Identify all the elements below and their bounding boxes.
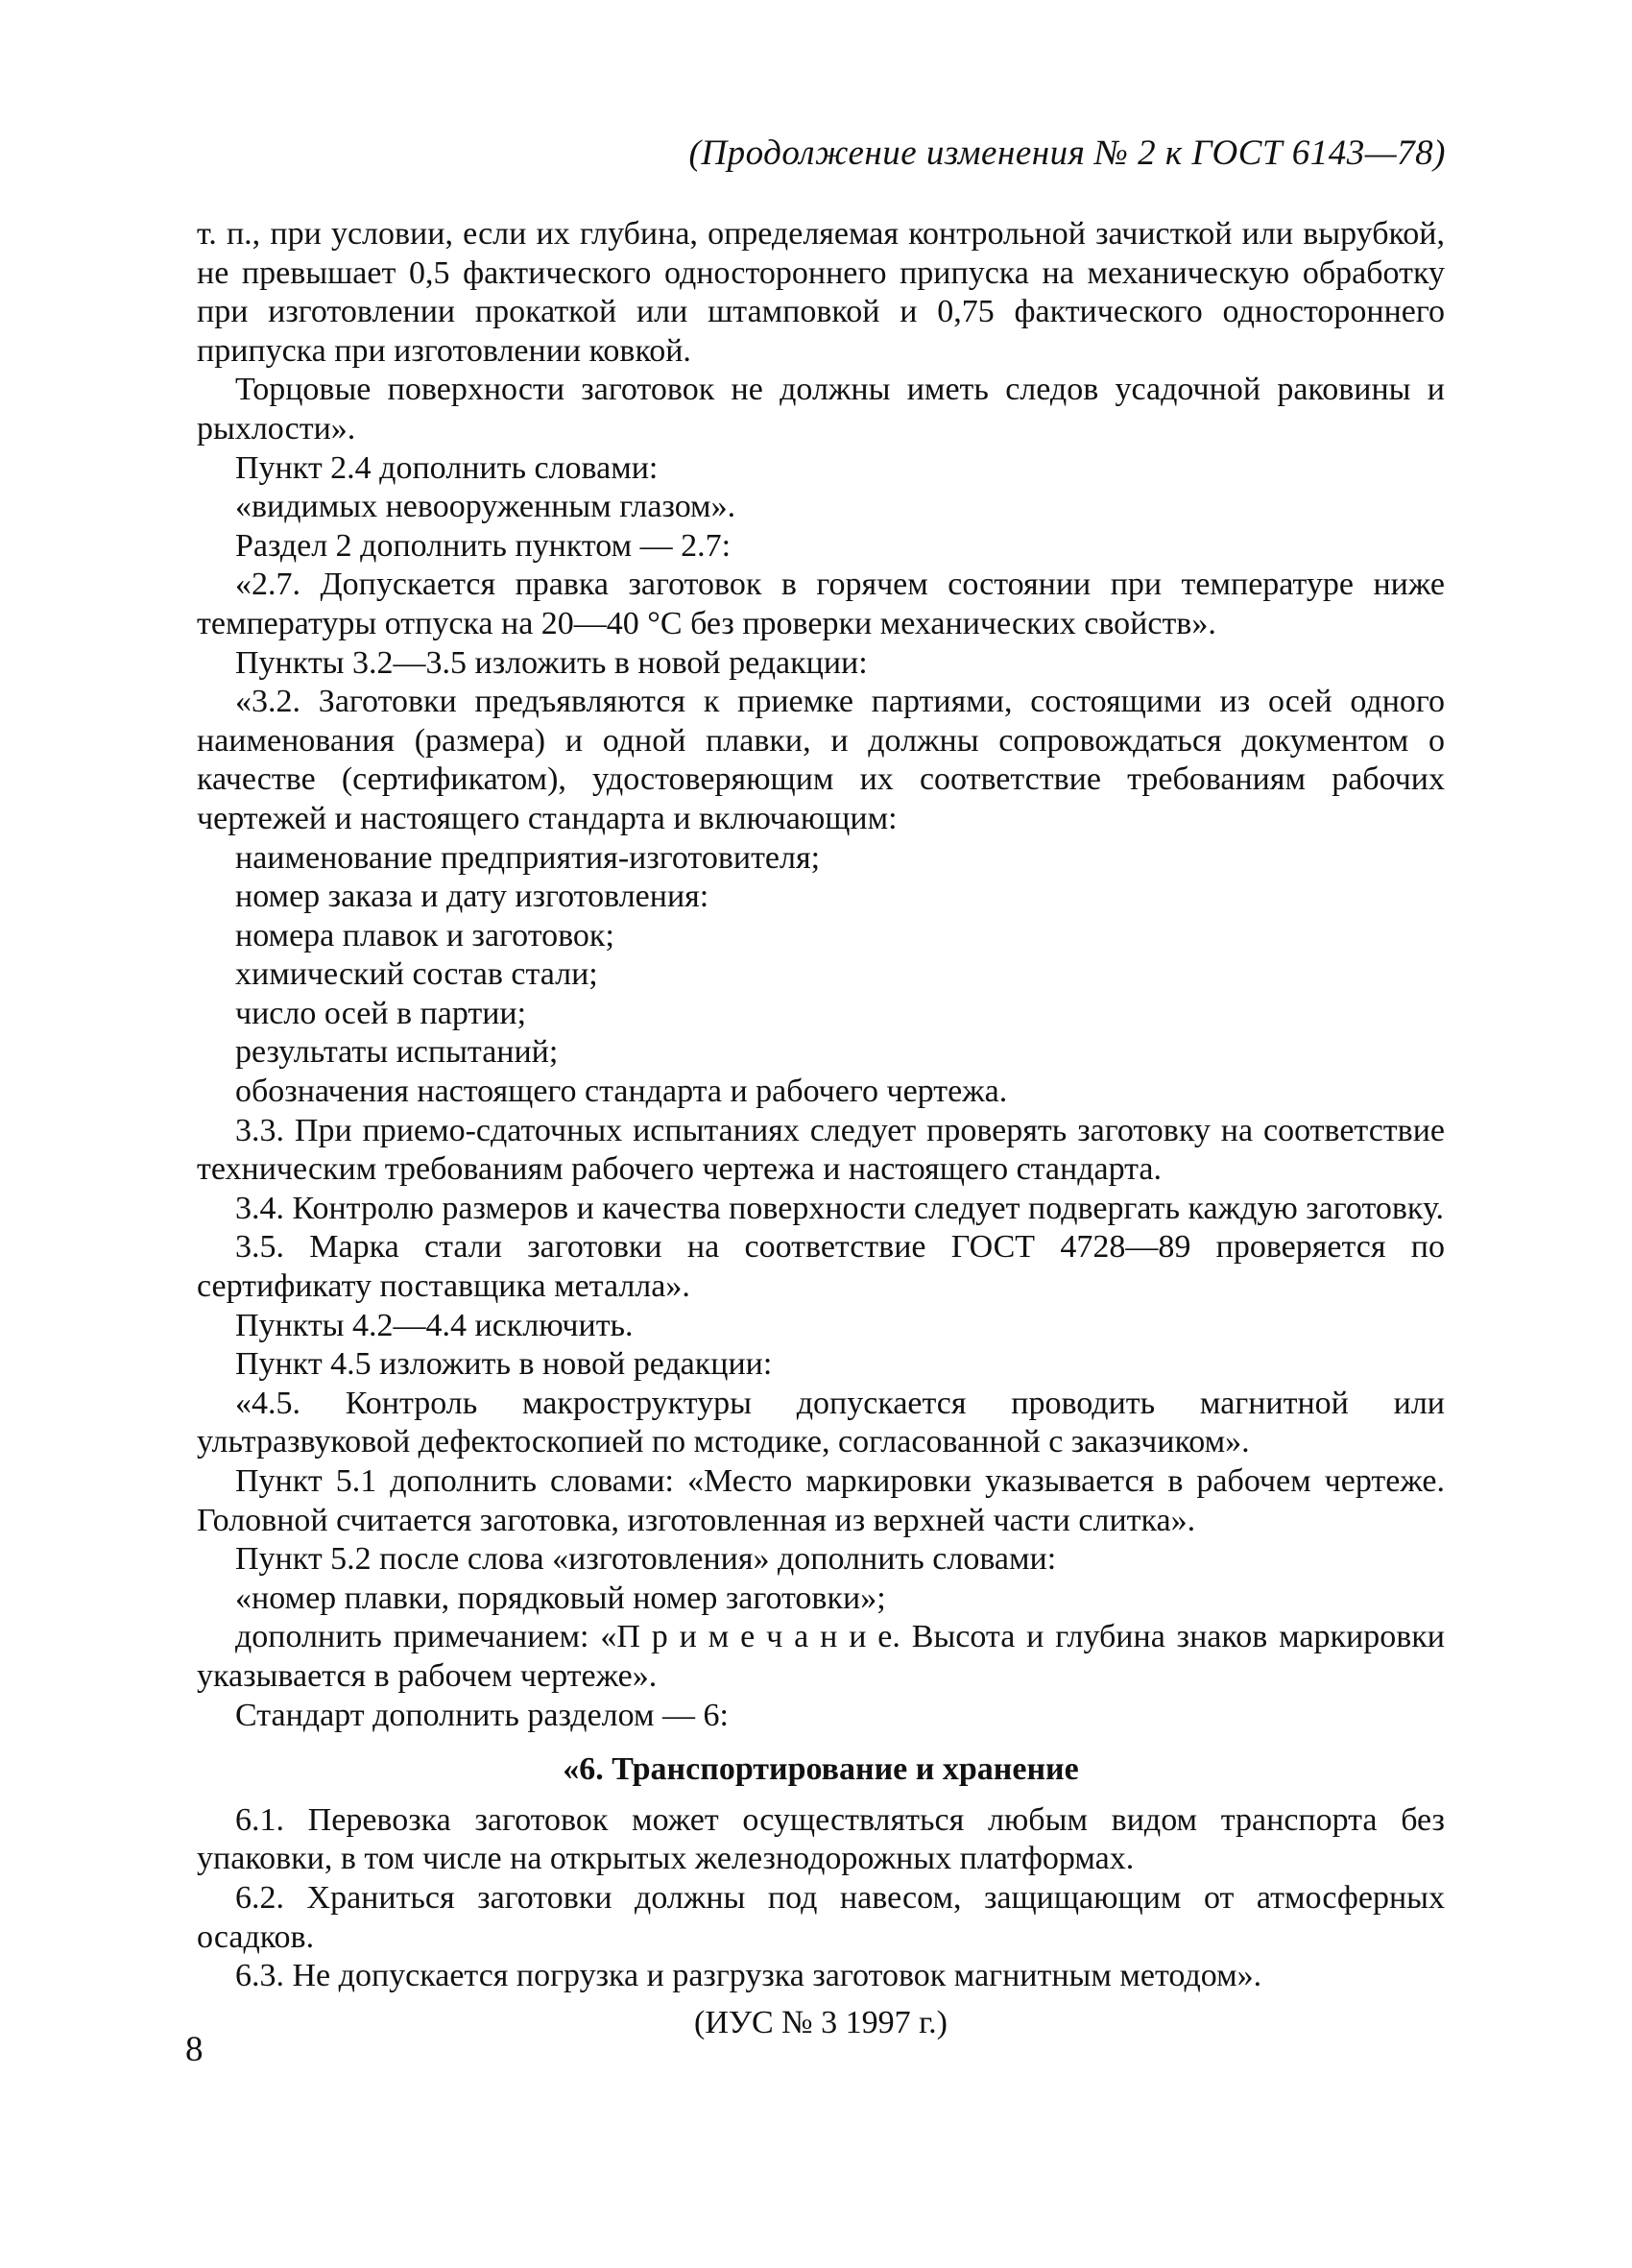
paragraph: 6.1. Перевозка заготовок может осуществляться любым видом транспорта без упаковки, в том числе на открытых железнодорожных платформах.: [197, 1801, 1445, 1877]
paragraph: Раздел 2 дополнить пунктом — 2.7:: [235, 527, 732, 564]
paragraph: Пункт 4.5 изложить в новой редакции:: [235, 1346, 773, 1383]
paragraph: Торцовые поверхности заготовок не должны иметь следов усадочной раковины и рыхлости».: [197, 372, 1445, 446]
paragraph: Пункты 4.2—4.4 исключить.: [235, 1307, 634, 1343]
paragraph: Стандарт дополнить разделом — 6:: [235, 1697, 729, 1733]
paragraph: 3.3. При приемо-сдаточных испытаниях следует проверять заготовку на соответствие техническим требованиям рабочего чертежа и настоящего стандарта.: [197, 1112, 1445, 1188]
paragraph: Пункты 3.2—3.5 изложить в новой редакции:: [235, 644, 868, 681]
list-item: наименование предприятия-изготовителя;: [235, 839, 821, 876]
paragraph: «4.5. Контроль макроструктуры допускается проводить магнитной или ультразвуковой дефектоскопией по мстодике, согласованной с заказчиком».: [197, 1385, 1445, 1460]
paragraph: «видимых невооруженным глазом».: [235, 489, 736, 525]
paragraph: Пункт 5.2 после слова «изготовления» дополнить словами:: [235, 1541, 1057, 1578]
paragraph: «2.7. Допускается правка заготовок в горячем состоянии при температуре ниже температуры отпуска на 20—40 °С без проверки механических свойств».: [197, 567, 1445, 641]
source-note: (ИУС № 3 1997 г.): [694, 2004, 948, 2040]
paragraph: дополнить примечанием: «П р и м е ч а н и е. Высота и глубина знаков маркировки указывается в рабочем чертеже».: [197, 1619, 1445, 1694]
paragraph: Пункт 5.1 дополнить словами: «Место маркировки указывается в рабочем чертеже. Головной считается заготовка, изготовленная из верхней части слитка».: [197, 1463, 1445, 1538]
list-item: химический состав стали;: [235, 956, 598, 993]
page-number: 8: [185, 2030, 204, 2069]
list-item: результаты испытаний;: [235, 1034, 559, 1071]
paragraph: 3.4. Контролю размеров и качества поверхности следует подвергать каждую заготовку.: [235, 1190, 1445, 1226]
paragraph: 3.5. Марка стали заготовки на соответствие ГОСТ 4728—89 проверяется по сертификату поставщика металла».: [197, 1229, 1445, 1305]
list-item: номера плавок и заготовок;: [235, 917, 614, 953]
list-item: число осей в партии;: [235, 995, 527, 1031]
list-item: обозначения настоящего стандарта и рабочего чертежа.: [235, 1074, 1008, 1110]
section-heading: «6. Транспортирование и хранение: [563, 1751, 1079, 1788]
paragraph: т. п., при условии, если их глубина, определяемая контрольной зачисткой или вырубкой, не превышает 0,5 фактического одностороннего припуска на механическую обработку при изготовлении прокаткой или штамповкой и 0,75 фактического одностороннего припуска при изготовлении ковкой.: [197, 216, 1445, 369]
running-header: (Продолжение изменения № 2 к ГОСТ 6143—78): [688, 133, 1446, 173]
paragraph: 6.3. Не допускается погрузка и разгрузка заготовок магнитным методом».: [235, 1958, 1262, 1994]
paragraph: 6.2. Храниться заготовки должны под навесом, защищающим от атмосферных осадков.: [197, 1879, 1445, 1955]
paragraph: Пункт 2.4 дополнить словами:: [235, 449, 659, 486]
list-item: номер заказа и дату изготовления:: [235, 879, 709, 915]
paragraph: «номер плавки, порядковый номер заготовки»;: [235, 1580, 886, 1616]
document-body: [197, 215, 1445, 2042]
paragraph: «3.2. Заготовки предъявляются к приемке партиями, состоящими из осей одного наименования (размера) и одной плавки, и должны сопровождаться документом о качестве (сертификатом), удостоверяющим их соответствие требованиям рабочих чертежей и настоящего стандарта и включающим:: [197, 684, 1445, 836]
